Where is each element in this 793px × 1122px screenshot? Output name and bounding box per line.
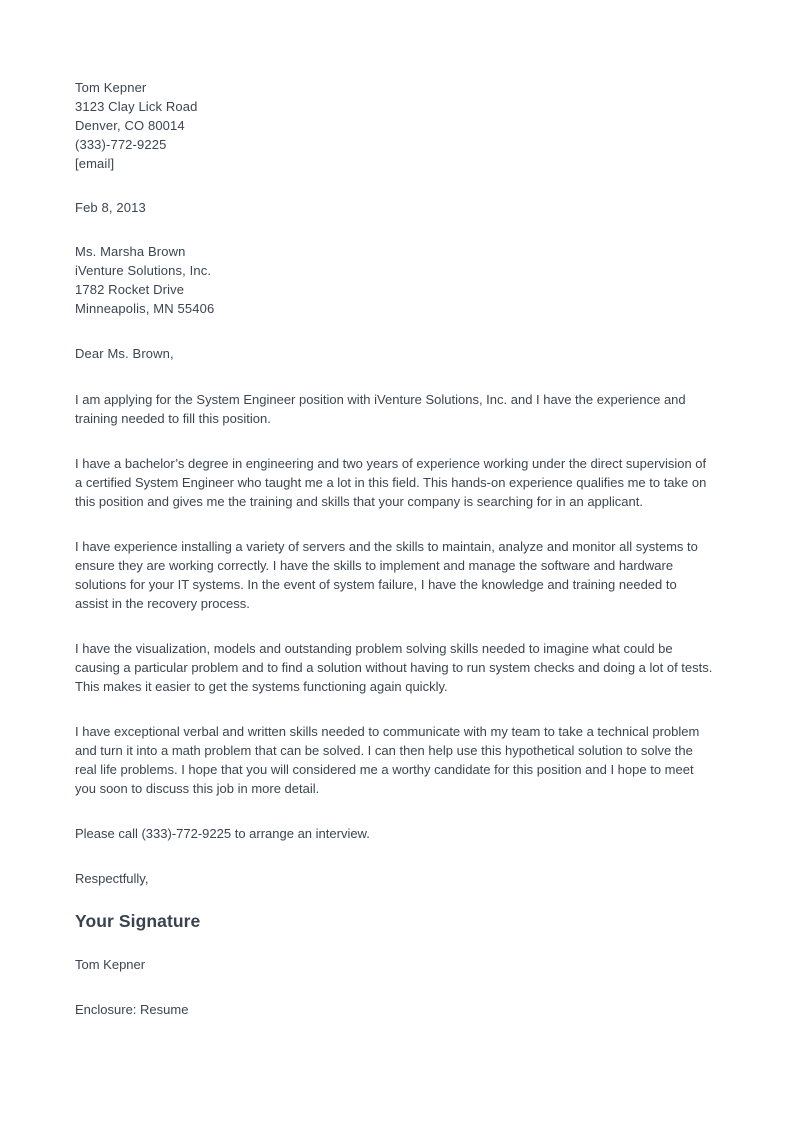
letter-date: Feb 8, 2013 — [75, 200, 146, 215]
closing-salutation: Respectfully, — [75, 871, 149, 886]
sender-city-state-zip: Denver, CO 80014 — [75, 118, 185, 133]
sender-name: Tom Kepner — [75, 80, 147, 95]
recipient-company: iVenture Solutions, Inc. — [75, 263, 212, 278]
sender-street: 3123 Clay Lick Road — [75, 99, 198, 114]
letter-body — [75, 78, 713, 1019]
recipient-name: Ms. Marsha Brown — [75, 244, 186, 259]
body-paragraph-3: I have experience installing a variety of servers and the skills to maintain, analyze and monitor all systems to ensure they are working correctly. I have the skills to implement and manage the software and hardware solutions for your IT systems. In the event of system failure, I have the knowledge and training needed to assist in the recovery process. — [75, 539, 698, 611]
enclosure-note: Enclosure: Resume — [75, 1002, 189, 1017]
sender-phone: (333)-772-9225 — [75, 137, 167, 152]
body-paragraph-5: I have exceptional verbal and written skills needed to communicate with my team to take a technical problem and turn it into a math problem that can be solved. I can then help use this hypothetical solution to solve the real life problems. I hope that you will considered me a worthy candidate for this position and I hope to meet you soon to discuss this job in more detail. — [75, 724, 700, 796]
recipient-address-block — [75, 242, 713, 318]
signer-name: Tom Kepner — [75, 957, 146, 972]
sender-email: [email] — [75, 156, 115, 171]
signature-heading: Your Signature — [75, 911, 201, 931]
sender-address-block — [75, 78, 713, 173]
call-to-action: Please call (333)-772-9225 to arrange an interview. — [75, 826, 370, 841]
body-paragraph-1: I am applying for the System Engineer position with iVenture Solutions, Inc. and I have the experience and training needed to fill this position. — [75, 392, 686, 426]
recipient-city-state-zip: Minneapolis, MN 55406 — [75, 301, 215, 316]
recipient-street: 1782 Rocket Drive — [75, 282, 185, 297]
body-paragraph-2: I have a bachelor’s degree in engineering and two years of experience working under the direct supervision of a certified System Engineer who taught me a lot in this field. This hands-on experience qualifies me to take on this position and gives me the training and skills that your company is searching for in an applicant. — [75, 456, 707, 509]
body-paragraph-4: I have the visualization, models and outstanding problem solving skills needed to imagine what could be causing a particular problem and to find a solution without having to run system checks and doing a lot of tests. This makes it easier to get the systems functioning again quickly. — [75, 641, 713, 694]
salutation: Dear Ms. Brown, — [75, 346, 174, 361]
